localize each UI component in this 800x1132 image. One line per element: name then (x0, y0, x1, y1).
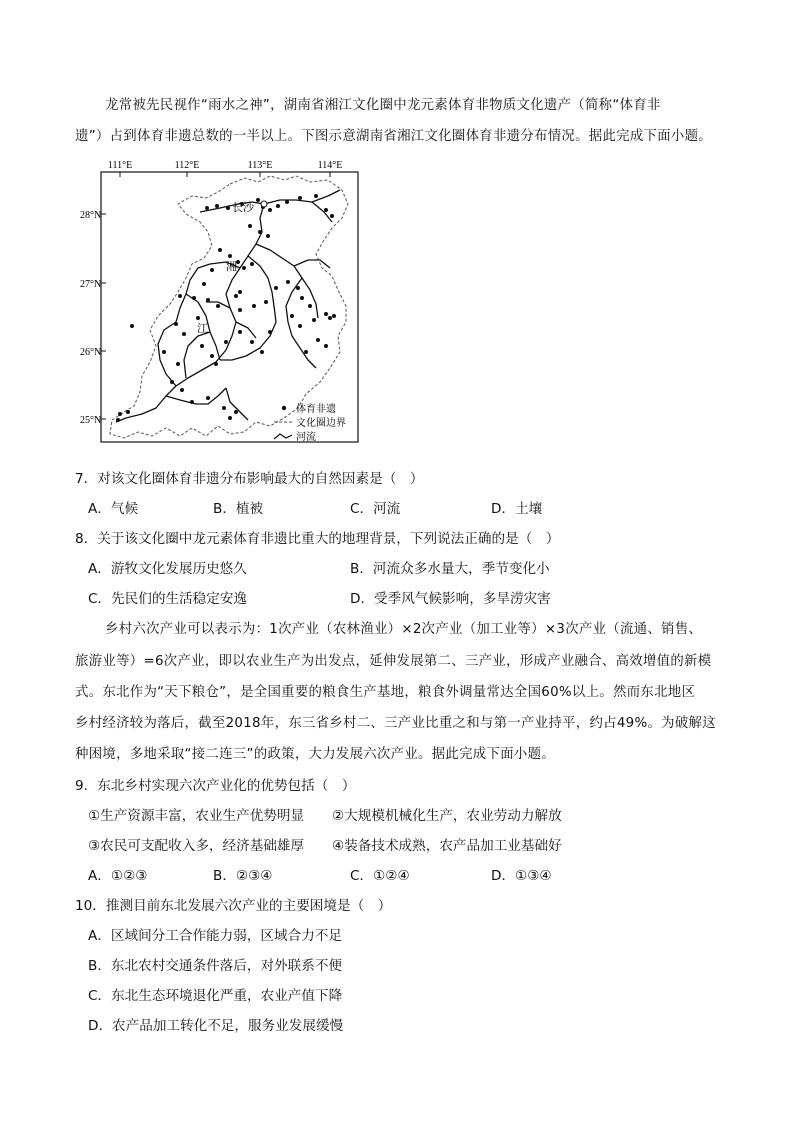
q8-option-d[interactable]: D．受季风气候影响，多旱涝灾害 (350, 591, 551, 607)
lon-label-114: 114°E (317, 160, 343, 171)
passage2-line4: 乡村经济较为落后，截至2018年，东三省乡村二、三产业比重之和与第一产业持平，约占49%。为破解这 (75, 716, 716, 731)
label-xiang: 湘 (226, 261, 237, 273)
q7-option-b[interactable]: B．植被 (213, 501, 264, 517)
q10-option-a[interactable]: A．区域间分工合作能力弱，区域合力不足 (88, 928, 342, 944)
q10-stem: 10．推测目前东北发展六次产业的主要困境是（ ） (75, 898, 392, 914)
q8-option-c[interactable]: C．先民们的生活稳定安逸 (88, 591, 248, 607)
q8-option-a[interactable]: A．游牧文化发展历史悠久 (88, 561, 247, 577)
lat-label-26: 26°N (80, 347, 102, 358)
passage2-line5: 种困境，多地采取“接二连三”的政策，大力发展六次产业。据此完成下面小题。 (75, 747, 555, 762)
legend-boundary: 文化圈边界 (296, 418, 346, 429)
q10-option-b[interactable]: B．东北农村交通条件落后，对外联系不便 (88, 958, 343, 974)
label-jiang: 江 (197, 323, 208, 335)
passage1-line2: 遗”）占到体育非遗总数的一半以上。下图示意湖南省湘江文化圈体育非遗分布情况。据此完成下面小题。 (75, 129, 713, 144)
passage2-line2: 旅游业等）=6次产业，即以农业生产为出发点，延伸发展第二、三产业，形成产业融合、高效增值的新模 (75, 654, 712, 669)
q9-statement-3: ③农民可支配收入多，经济基础雄厚 (88, 838, 305, 854)
q8-stem: 8．关于该文化圈中龙元素体育非遗比重大的地理背景，下列说法正确的是（ ） (75, 531, 560, 547)
q9-statement-1: ①生产资源丰富，农业生产优势明显 (88, 808, 305, 824)
label-changsha: 长沙 (232, 202, 254, 214)
lat-label-28: 28°N (80, 210, 102, 221)
lat-label-25: 25°N (80, 415, 102, 426)
changsha-marker (261, 201, 267, 207)
lat-label-27: 27°N (80, 279, 102, 290)
q9-option-b[interactable]: B．②③④ (213, 868, 273, 884)
q7-option-c[interactable]: C．河流 (350, 501, 401, 517)
passage2-line3: 式。东北作为“天下粮仓”，是全国重要的粮食生产基地，粮食外调量常达全国60%以上。然而东北地区 (75, 685, 696, 700)
legend-dot-icon (282, 406, 286, 410)
lon-label-112: 112°E (174, 160, 200, 171)
legend-heritage: 体育非遗 (296, 404, 336, 415)
q9-option-d[interactable]: D．①③④ (491, 868, 552, 884)
rivers (116, 190, 340, 422)
map-legend (274, 402, 346, 443)
q9-statement-4: ④装备技术成熟，农产品加工业基础好 (332, 838, 562, 854)
legend-river-icon (274, 434, 292, 439)
q8-option-b[interactable]: B．河流众多水量大，季节变化小 (350, 561, 550, 577)
q9-stem: 9．东北乡村实现六次产业化的优势包括（ ） (75, 778, 356, 794)
heritage-points (116, 194, 336, 422)
passage1-line1: 龙常被先民视作“雨水之神”，湖南省湘江文化圈中龙元素体育非物质文化遗产（简称“体育非 (105, 98, 661, 113)
q10-option-c[interactable]: C．东北生态环境退化严重，农业产值下降 (88, 988, 343, 1004)
q7-option-a[interactable]: A．气候 (88, 501, 139, 517)
q10-option-d[interactable]: D．农产品加工转化不足，服务业发展缓慢 (88, 1018, 344, 1034)
lon-label-113: 113°E (247, 160, 273, 171)
q9-statement-2: ②大规模机械化生产，农业劳动力解放 (332, 808, 562, 824)
q9-option-c[interactable]: C．①②④ (350, 868, 410, 884)
q7-option-d[interactable]: D．土壤 (491, 501, 543, 517)
q7-stem: 7．对该文化圈体育非遗分布影响最大的自然因素是（ ） (75, 471, 424, 487)
legend-river: 河流 (296, 432, 316, 443)
q9-option-a[interactable]: A．①②③ (88, 868, 148, 884)
xiangjiang-culture-map (80, 156, 380, 446)
lon-label-111: 111°E (107, 160, 133, 171)
passage2-line1: 乡村六次产业可以表示为：1次产业（农林渔业）×2次产业（加工业等）×3次产业（流通、销售、 (105, 622, 703, 637)
